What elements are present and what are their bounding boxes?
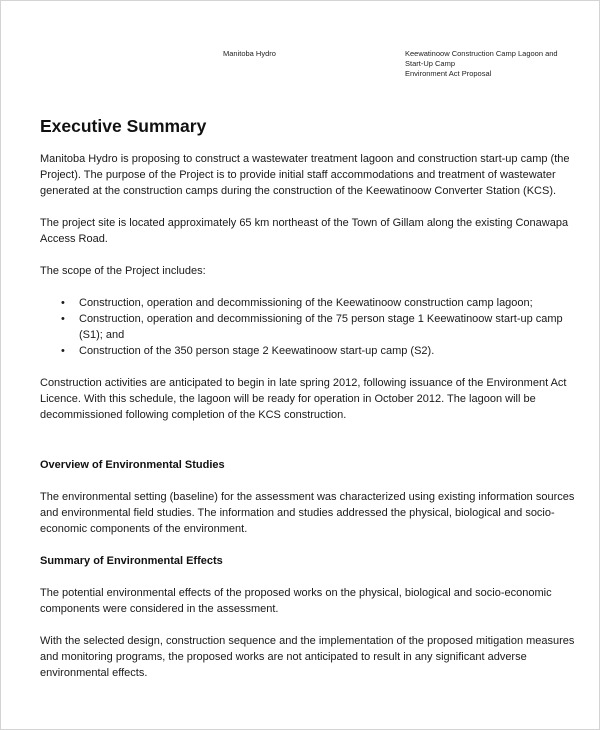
page-title: Executive Summary [40, 116, 207, 136]
list-item [40, 343, 575, 359]
bullet-icon: • [61, 313, 65, 325]
section-heading-environmental-effects: Summary of Environmental Effects [40, 555, 223, 567]
header-project-line: Environment Act Proposal [405, 69, 492, 78]
bullet-icon: • [61, 345, 65, 357]
environmental-studies-paragraph: The environmental setting (baseline) for the assessment was characterized using existing information sources and environmental field studies. The information and studies addressed the physical, biological and socio-economic components of the environment. [40, 491, 575, 535]
scope-list [40, 295, 575, 359]
mitigation-paragraph: With the selected design, construction sequence and the implementation of the proposed mitigation measures and monitoring programs, the proposed works are not anticipated to result in any significant adverse environmental effects. [40, 635, 575, 679]
list-item [40, 295, 575, 311]
bullet-icon: • [61, 297, 65, 309]
environmental-effects-paragraph: The potential environmental effects of the proposed works on the physical, biological and socio-economic components were considered in the assessment. [40, 587, 552, 615]
list-item-text: Construction, operation and decommissioning of the 75 person stage 1 Keewatinoow start-up camp (S1); and [79, 313, 563, 341]
header-organization: Manitoba Hydro [223, 49, 276, 58]
document-body [40, 115, 575, 697]
scope-intro-paragraph: The scope of the Project includes: [40, 265, 206, 277]
spacer [40, 439, 575, 457]
header-project-line: Start-Up Camp [405, 59, 456, 68]
header-project-title [405, 49, 585, 79]
schedule-paragraph: Construction activities are anticipated to begin in late spring 2012, following issuance of the Environment Act Licence. With this schedule, the lagoon will be ready for operation in October 2012. The lagoon will be decommissioned following completion of the KCS construction. [40, 377, 567, 421]
list-item [40, 311, 575, 343]
section-heading-environmental-studies: Overview of Environmental Studies [40, 459, 225, 471]
list-item-text: Construction, operation and decommissioning of the Keewatinoow construction camp lagoon; [79, 297, 533, 309]
location-paragraph: The project site is located approximately 65 km northeast of the Town of Gillam along the existing Conawapa Access Road. [40, 217, 569, 245]
header-project-line: Keewatinoow Construction Camp Lagoon and [405, 49, 558, 58]
intro-paragraph: Manitoba Hydro is proposing to construct a wastewater treatment lagoon and construction start-up camp (the Project). The purpose of the Project is to provide initial staff accommodations and treatment of wastewater generated at the construction camps during the construction of the Keewatinoow Converter Station (KCS). [40, 153, 570, 197]
list-item-text: Construction of the 350 person stage 2 Keewatinoow start-up camp (S2). [79, 345, 435, 357]
